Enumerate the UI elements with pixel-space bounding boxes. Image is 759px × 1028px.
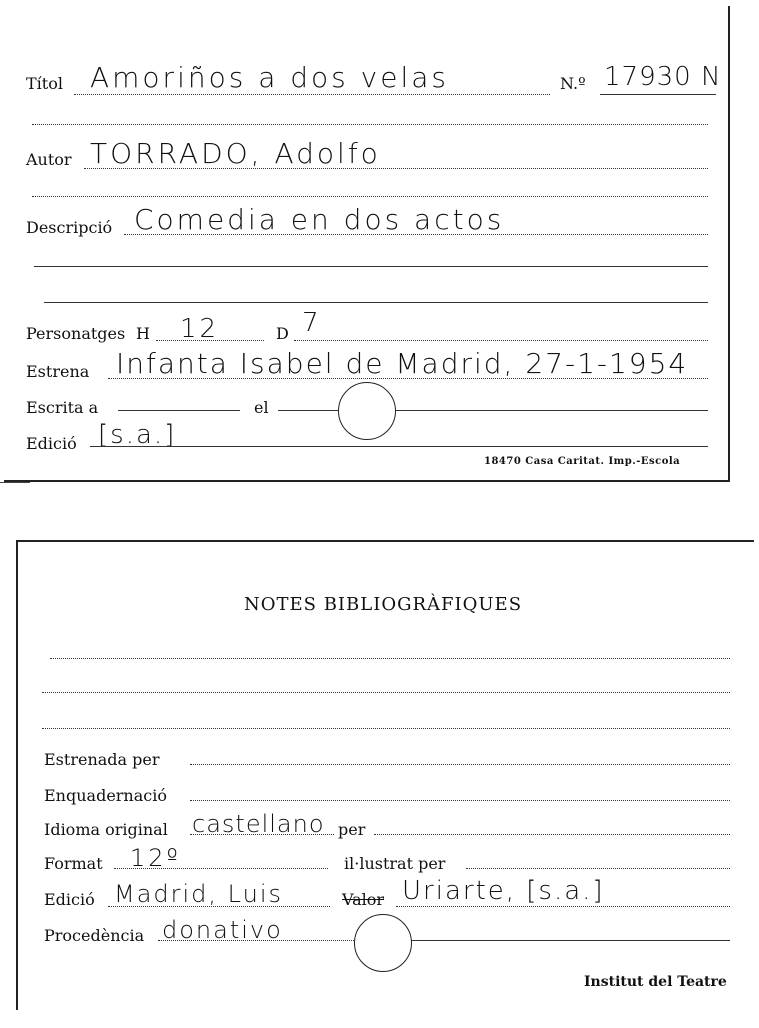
- edicio-label: Edició: [26, 434, 77, 453]
- estrena-label: Estrena: [26, 362, 90, 381]
- valor-value: Uriarte, [s.a.]: [402, 876, 605, 906]
- personatges-label: Personatges: [26, 324, 126, 343]
- dones-line: [294, 340, 708, 341]
- numero-label: N.º: [560, 74, 586, 93]
- autor-label: Autor: [26, 150, 72, 169]
- idioma-value: castellano: [192, 810, 325, 838]
- back-edicio-label: Edició: [44, 890, 95, 909]
- valor-line: [396, 906, 730, 907]
- catalog-card-back: [16, 540, 754, 1010]
- enquadernacio-label: Enquadernació: [44, 786, 167, 805]
- institution-name: Institut del Teatre: [584, 974, 727, 990]
- descripcio-line: [124, 234, 708, 235]
- descripcio-label: Descripció: [26, 218, 113, 237]
- idioma-per-line: [374, 834, 730, 835]
- illustrat-label: il·lustrat per: [344, 854, 446, 873]
- illustrat-line: [466, 868, 730, 869]
- punch-hole: [354, 914, 412, 972]
- procedencia-extra-line: [410, 940, 730, 941]
- descripcio-extra-line-2: [44, 302, 708, 303]
- estrenada-line: [190, 764, 730, 765]
- format-value: 12º: [130, 844, 181, 872]
- procedencia-line: [158, 940, 358, 941]
- autor-extra-line: [32, 196, 708, 197]
- descripcio-extra-line-1: [34, 266, 708, 267]
- format-line: [114, 868, 328, 869]
- procedencia-value: donativo: [162, 916, 283, 944]
- homes-line: [156, 340, 264, 341]
- estrena-value: Infanta Isabel de Madrid, 27-1-1954: [116, 347, 689, 380]
- estrenada-label: Estrenada per: [44, 750, 160, 769]
- escrita-line: [118, 410, 240, 411]
- autor-line: [84, 168, 708, 169]
- edicio-value: [s.a.]: [98, 420, 177, 450]
- titol-label: Títol: [26, 74, 63, 93]
- dones-value: 7: [302, 308, 322, 338]
- numero-value: 17930 N: [604, 62, 722, 92]
- autor-value: TORRADO, Adolfo: [90, 137, 381, 170]
- enquadernacio-line: [190, 800, 730, 801]
- idioma-label: Idioma original: [44, 820, 168, 839]
- printer-imprint: 18470 Casa Caritat. Imp.-Escola: [484, 456, 681, 467]
- homes-value: 12: [180, 314, 220, 344]
- homes-label: H: [136, 324, 150, 343]
- dones-label: D: [276, 324, 289, 343]
- numero-line: [600, 94, 716, 95]
- titol-value: Amoriños a dos velas: [90, 61, 449, 94]
- titol-line: [74, 94, 550, 95]
- notes-line-1: [50, 658, 730, 659]
- estrena-line: [108, 378, 708, 379]
- format-label: Format: [44, 854, 103, 873]
- procedencia-label: Procedència: [44, 926, 145, 945]
- edicio-line: [90, 446, 708, 447]
- punch-hole: [338, 382, 396, 440]
- idioma-per-label: per: [338, 820, 366, 839]
- descripcio-value: Comedia en dos actos: [134, 203, 505, 236]
- card-edge-fragment: [0, 482, 30, 483]
- notes-line-3: [42, 728, 730, 729]
- notes-line-2: [42, 692, 730, 693]
- idioma-line: [190, 834, 334, 835]
- escrita-label: Escrita a: [26, 398, 99, 417]
- catalog-card-front: [4, 6, 730, 482]
- back-edicio-line: [108, 906, 330, 907]
- back-edicio-value: Madrid, Luis: [114, 880, 284, 908]
- titol-extra-line: [32, 124, 708, 125]
- el-label: el: [254, 398, 269, 417]
- valor-label: Valor: [342, 890, 385, 909]
- notes-title: NOTES BIBLIOGRÀFIQUES: [244, 594, 523, 615]
